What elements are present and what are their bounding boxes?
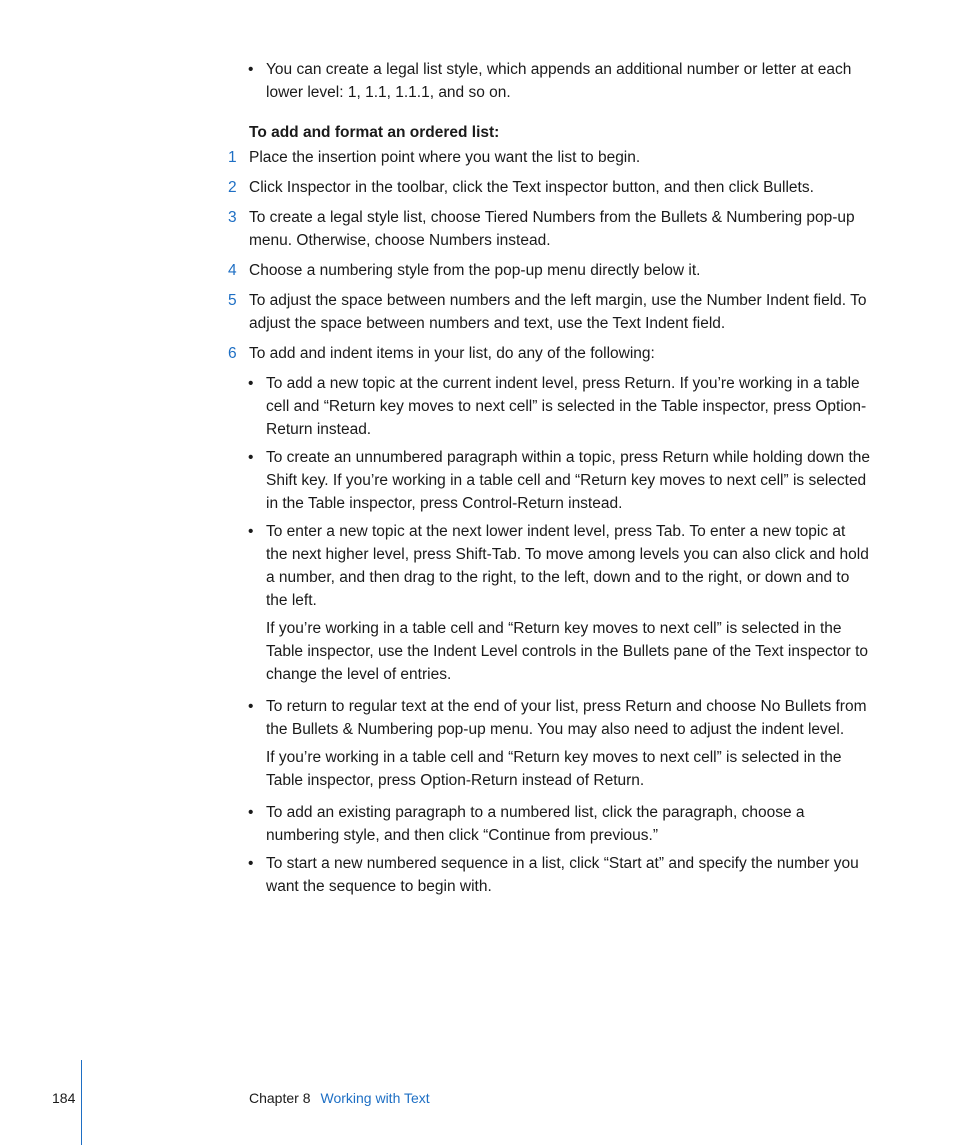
list-item-text: To start a new numbered sequence in a list, click “Start at” and specify the number you want the sequence to begin with.	[266, 855, 859, 895]
sub-bullet-item	[0, 801, 870, 847]
step-text: Choose a numbering style from the pop-up menu directly below it.	[249, 262, 701, 279]
sub-bullet-item	[0, 446, 870, 515]
step-number: 1	[228, 149, 237, 166]
step-3	[0, 206, 870, 252]
sub-bullet-item	[0, 520, 870, 612]
bullet-icon: •	[248, 698, 254, 715]
bullet-icon: •	[248, 61, 254, 78]
sub-bullet-item	[0, 695, 870, 741]
step-1	[0, 146, 870, 169]
step-text: To adjust the space between numbers and the left margin, use the Number Indent field. To adjust the space between numbers and text, use the Text Indent field.	[249, 292, 867, 332]
page-content	[0, 58, 954, 898]
list-item-text: To return to regular text at the end of your list, press Return and choose No Bullets from the Bullets & Numbering pop-up menu. You may also need to adjust the indent level.	[266, 698, 867, 738]
list-item-text: You can create a legal list style, which appends an additional number or letter at each lower level: 1, 1.1, 1.1.1, and so on.	[266, 61, 852, 101]
sub-bullet-item	[0, 372, 870, 441]
step-2	[0, 176, 870, 199]
sub-bullet-item	[0, 852, 870, 898]
bullet-icon: •	[248, 523, 254, 540]
step-4	[0, 259, 870, 282]
step-number: 5	[228, 292, 237, 309]
footer-chapter	[249, 1087, 430, 1110]
step-number: 4	[228, 262, 237, 279]
bullet-icon: •	[248, 375, 254, 392]
bullet-icon: •	[248, 449, 254, 466]
list-item	[0, 58, 870, 104]
list-item-text: To create an unnumbered paragraph within a topic, press Return while holding down the Shift key. If you’re working in a table cell and “Return key moves to next cell” is selected in the Table inspector, press Control-Return instead.	[266, 449, 871, 512]
page-number: 184	[52, 1090, 76, 1106]
sub-paragraph: If you’re working in a table cell and “Return key moves to next cell” is selected in the Table inspector, press Option-Return instead of Return.	[266, 749, 842, 789]
step-text: Place the insertion point where you want the list to begin.	[249, 149, 641, 166]
step-text: Click Inspector in the toolbar, click the Text inspector button, and then click Bullets.	[249, 179, 814, 196]
step-6	[0, 342, 870, 365]
step-number: 6	[228, 345, 237, 362]
bullet-icon: •	[248, 804, 254, 821]
chapter-title: Working with Text	[320, 1090, 430, 1106]
footer-divider	[81, 1060, 82, 1145]
list-item-text: To add a new topic at the current indent level, press Return. If you’re working in a table cell and “Return key moves to next cell” is selected in the Table inspector, press Option-Return instead.	[266, 375, 867, 438]
chapter-label: Chapter 8	[249, 1090, 311, 1106]
step-text: To create a legal style list, choose Tiered Numbers from the Bullets & Numbering pop-up menu. Otherwise, choose Numbers instead.	[249, 209, 855, 249]
step-5	[0, 289, 870, 335]
sub-paragraph: If you’re working in a table cell and “Return key moves to next cell” is selected in the Table inspector, use the Indent Level controls in the Bullets pane of the Text inspector to change the level of entries.	[266, 620, 869, 683]
list-item-text: To enter a new topic at the next lower indent level, press Tab. To enter a new topic at the next higher level, press Shift-Tab. To move among levels you can also click and hold a number, and then drag to the right, to the left, down and to the right, or down and to the left.	[266, 523, 869, 609]
step-number: 3	[228, 209, 237, 226]
step-text: To add and indent items in your list, do any of the following:	[249, 345, 655, 362]
bullet-icon: •	[248, 855, 254, 872]
step-number: 2	[228, 179, 237, 196]
section-heading: To add and format an ordered list:	[249, 124, 500, 141]
list-item-text: To add an existing paragraph to a numbered list, click the paragraph, choose a numbering style, and then click “Continue from previous.”	[266, 804, 805, 844]
